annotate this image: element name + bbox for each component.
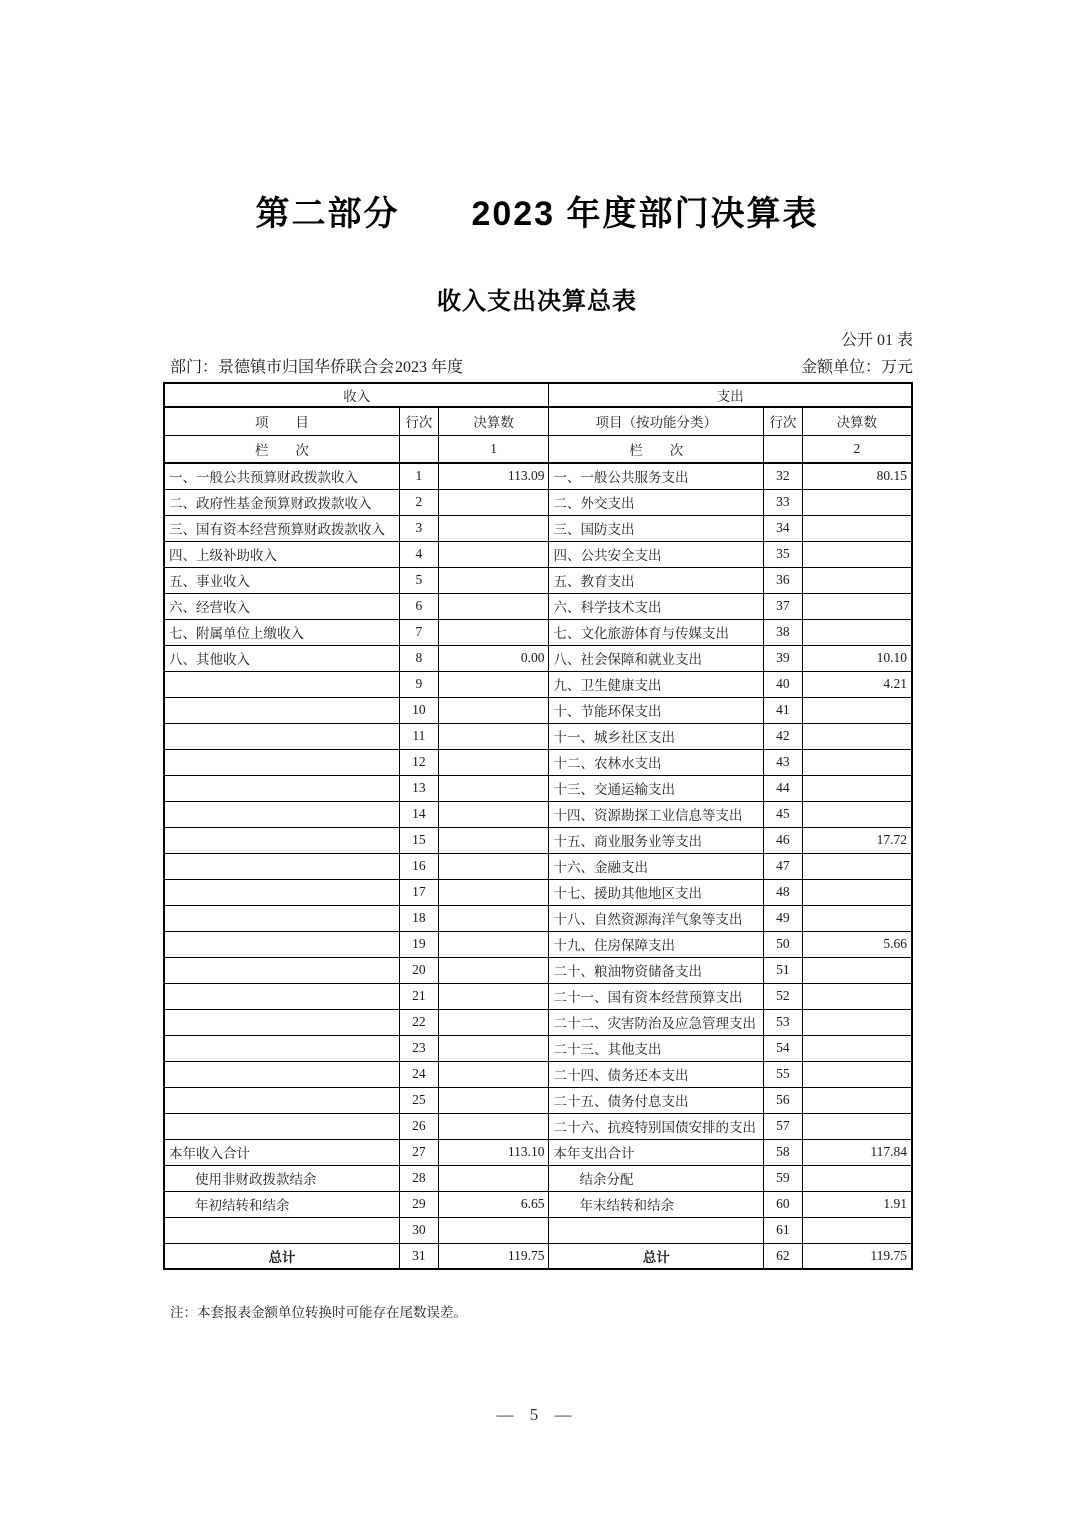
income-amount-cell bbox=[438, 723, 549, 749]
income-amount-cell: 119.75 bbox=[438, 1243, 549, 1269]
expense-section-header: 支出 bbox=[549, 383, 912, 407]
fiscal-year-label: 2023 年度 bbox=[395, 359, 464, 376]
expense-line-number-cell: 34 bbox=[763, 515, 802, 541]
income-item-cell: 一、一般公共预算财政拨款收入 bbox=[164, 463, 399, 489]
expense-line-number-cell: 47 bbox=[763, 853, 802, 879]
expense-line-number-cell: 36 bbox=[763, 567, 802, 593]
income-item-cell bbox=[164, 1061, 399, 1087]
income-item-cell bbox=[164, 1087, 399, 1113]
income-line-number-cell: 21 bbox=[399, 983, 438, 1009]
expense-amount-cell: 10.10 bbox=[802, 645, 912, 671]
expense-amount-cell bbox=[802, 905, 912, 931]
expense-amount-cell bbox=[802, 957, 912, 983]
expense-amount-cell bbox=[802, 541, 912, 567]
income-amount-column-header: 决算数 bbox=[438, 407, 549, 435]
table-row bbox=[164, 879, 912, 905]
expense-line-number-cell: 33 bbox=[763, 489, 802, 515]
expense-line-number-cell: 55 bbox=[763, 1061, 802, 1087]
income-amount-cell bbox=[438, 827, 549, 853]
income-line-number-cell: 28 bbox=[399, 1165, 438, 1191]
table-row bbox=[164, 1217, 912, 1243]
page-title: 第二部分 2023 年度部门决算表 bbox=[255, 195, 819, 233]
public-table-number: 公开 01 表 bbox=[840, 332, 913, 349]
table-row bbox=[164, 619, 912, 645]
expense-amount-cell bbox=[802, 879, 912, 905]
expense-amount-cell bbox=[802, 853, 912, 879]
expense-line-number-cell: 46 bbox=[763, 827, 802, 853]
expense-line-number-cell: 38 bbox=[763, 619, 802, 645]
table-row bbox=[164, 541, 912, 567]
income-item-cell: 三、国有资本经营预算财政拨款收入 bbox=[164, 515, 399, 541]
table-row bbox=[164, 567, 912, 593]
expense-amount-cell: 5.66 bbox=[802, 931, 912, 957]
income-amount-cell bbox=[438, 905, 549, 931]
expense-item-cell: 二十六、抗疫特别国债安排的支出 bbox=[549, 1113, 763, 1139]
income-item-cell: 年初结转和结余 bbox=[164, 1191, 399, 1217]
expense-item-cell: 十五、商业服务业等支出 bbox=[549, 827, 763, 853]
expense-amount-cell: 4.21 bbox=[802, 671, 912, 697]
page-number: — 5 — bbox=[496, 1405, 578, 1424]
expense-item-cell: 十七、援助其他地区支出 bbox=[549, 879, 763, 905]
income-line-number-cell: 26 bbox=[399, 1113, 438, 1139]
income-item-cell bbox=[164, 827, 399, 853]
expense-line-number-cell: 32 bbox=[763, 463, 802, 489]
expense-line-number-cell: 50 bbox=[763, 931, 802, 957]
expense-item-cell: 六、科学技术支出 bbox=[549, 593, 763, 619]
expense-column-index-label: 栏 次 bbox=[549, 435, 763, 463]
amount-unit-label: 金额单位：万元 bbox=[800, 359, 913, 376]
income-item-cell: 使用非财政拨款结余 bbox=[164, 1165, 399, 1191]
table-title: 收入支出决算总表 bbox=[437, 288, 637, 315]
income-item-cell: 七、附属单位上缴收入 bbox=[164, 619, 399, 645]
income-amount-cell bbox=[438, 671, 549, 697]
income-line-number-cell: 9 bbox=[399, 671, 438, 697]
income-amount-cell bbox=[438, 619, 549, 645]
table-row bbox=[164, 1191, 912, 1217]
expense-item-cell: 十四、资源勘探工业信息等支出 bbox=[549, 801, 763, 827]
expense-amount-cell: 1.91 bbox=[802, 1191, 912, 1217]
expense-amount-cell bbox=[802, 801, 912, 827]
income-line-number-cell: 30 bbox=[399, 1217, 438, 1243]
income-item-cell bbox=[164, 775, 399, 801]
income-column-index-number: 1 bbox=[438, 435, 549, 463]
income-amount-cell bbox=[438, 541, 549, 567]
expense-item-cell: 一、一般公共服务支出 bbox=[549, 463, 763, 489]
expense-amount-cell bbox=[802, 619, 912, 645]
expense-line-number-cell: 53 bbox=[763, 1009, 802, 1035]
income-item-cell bbox=[164, 801, 399, 827]
table-meta-row bbox=[163, 354, 913, 376]
table-row bbox=[164, 1087, 912, 1113]
table-row bbox=[164, 905, 912, 931]
income-line-number-cell: 16 bbox=[399, 853, 438, 879]
expense-column-index-number: 2 bbox=[802, 435, 912, 463]
income-item-column-header: 项 目 bbox=[164, 407, 399, 435]
expense-item-cell: 十一、城乡社区支出 bbox=[549, 723, 763, 749]
income-item-cell bbox=[164, 1113, 399, 1139]
income-line-number-cell: 29 bbox=[399, 1191, 438, 1217]
section-header-row bbox=[164, 383, 912, 407]
expense-amount-cell: 117.84 bbox=[802, 1139, 912, 1165]
expense-item-cell bbox=[549, 1217, 763, 1243]
income-item-cell bbox=[164, 1217, 399, 1243]
income-item-cell bbox=[164, 749, 399, 775]
income-item-cell: 二、政府性基金预算财政拨款收入 bbox=[164, 489, 399, 515]
income-line-number-cell: 22 bbox=[399, 1009, 438, 1035]
expense-line-number-cell: 40 bbox=[763, 671, 802, 697]
expense-item-cell: 十八、自然资源海洋气象等支出 bbox=[549, 905, 763, 931]
expense-amount-cell bbox=[802, 1035, 912, 1061]
income-amount-cell: 0.00 bbox=[438, 645, 549, 671]
income-line-number-cell: 12 bbox=[399, 749, 438, 775]
expense-line-number-cell: 62 bbox=[763, 1243, 802, 1269]
expense-item-cell: 二十一、国有资本经营预算支出 bbox=[549, 983, 763, 1009]
expense-line-number-cell: 51 bbox=[763, 957, 802, 983]
income-line-number-cell: 19 bbox=[399, 931, 438, 957]
income-amount-cell bbox=[438, 931, 549, 957]
expense-amount-cell bbox=[802, 1113, 912, 1139]
income-amount-cell bbox=[438, 801, 549, 827]
table-row bbox=[164, 697, 912, 723]
table-row bbox=[164, 463, 912, 489]
expense-item-cell: 十二、农林水支出 bbox=[549, 749, 763, 775]
table-row bbox=[164, 827, 912, 853]
income-line-number-cell: 7 bbox=[399, 619, 438, 645]
income-item-cell bbox=[164, 1035, 399, 1061]
income-amount-cell bbox=[438, 515, 549, 541]
income-line-number-cell: 6 bbox=[399, 593, 438, 619]
table-row bbox=[164, 1139, 912, 1165]
table-body bbox=[164, 463, 912, 1269]
income-amount-cell bbox=[438, 1087, 549, 1113]
income-amount-cell bbox=[438, 775, 549, 801]
footnote: 注：本套报表金额单位转换时可能存在尾数误差。 bbox=[170, 1305, 467, 1320]
income-item-cell bbox=[164, 957, 399, 983]
income-item-cell bbox=[164, 1009, 399, 1035]
income-item-cell bbox=[164, 983, 399, 1009]
income-item-cell bbox=[164, 931, 399, 957]
income-item-cell bbox=[164, 723, 399, 749]
income-amount-cell: 6.65 bbox=[438, 1191, 549, 1217]
expense-amount-cell bbox=[802, 515, 912, 541]
expense-amount-cell: 119.75 bbox=[802, 1243, 912, 1269]
income-line-number-cell: 18 bbox=[399, 905, 438, 931]
income-amount-cell bbox=[438, 489, 549, 515]
expense-amount-cell bbox=[802, 1061, 912, 1087]
expense-amount-cell bbox=[802, 749, 912, 775]
income-expense-summary-table bbox=[163, 382, 913, 1270]
income-amount-cell bbox=[438, 1009, 549, 1035]
table-row bbox=[164, 957, 912, 983]
income-item-cell: 本年收入合计 bbox=[164, 1139, 399, 1165]
income-line-number-cell: 17 bbox=[399, 879, 438, 905]
income-item-cell: 四、上级补助收入 bbox=[164, 541, 399, 567]
expense-amount-cell bbox=[802, 593, 912, 619]
income-item-cell: 总计 bbox=[164, 1243, 399, 1269]
expense-item-cell: 十九、住房保障支出 bbox=[549, 931, 763, 957]
income-item-cell bbox=[164, 697, 399, 723]
expense-item-cell: 年末结转和结余 bbox=[549, 1191, 763, 1217]
income-line-number-cell: 2 bbox=[399, 489, 438, 515]
income-item-cell: 八、其他收入 bbox=[164, 645, 399, 671]
income-amount-cell bbox=[438, 1035, 549, 1061]
table-row bbox=[164, 1009, 912, 1035]
table-row bbox=[164, 515, 912, 541]
income-amount-cell bbox=[438, 1061, 549, 1087]
column-header-row bbox=[164, 407, 912, 435]
expense-line-number-cell: 61 bbox=[763, 1217, 802, 1243]
income-amount-cell bbox=[438, 983, 549, 1009]
expense-line-number-cell: 41 bbox=[763, 697, 802, 723]
expense-amount-cell bbox=[802, 567, 912, 593]
income-section-header: 收入 bbox=[164, 383, 549, 407]
table-row bbox=[164, 775, 912, 801]
income-line-number-cell: 11 bbox=[399, 723, 438, 749]
income-line-number-cell: 27 bbox=[399, 1139, 438, 1165]
table-row bbox=[164, 749, 912, 775]
expense-item-cell: 五、教育支出 bbox=[549, 567, 763, 593]
expense-item-cell: 结余分配 bbox=[549, 1165, 763, 1191]
expense-item-cell: 十三、交通运输支出 bbox=[549, 775, 763, 801]
expense-line-number-cell: 54 bbox=[763, 1035, 802, 1061]
expense-line-number-cell: 60 bbox=[763, 1191, 802, 1217]
income-line-number-cell: 5 bbox=[399, 567, 438, 593]
income-item-cell: 六、经营收入 bbox=[164, 593, 399, 619]
expense-line-number-cell: 59 bbox=[763, 1165, 802, 1191]
income-amount-cell bbox=[438, 1217, 549, 1243]
expense-line-number-cell: 48 bbox=[763, 879, 802, 905]
income-amount-cell bbox=[438, 1113, 549, 1139]
expense-amount-cell bbox=[802, 983, 912, 1009]
table-row bbox=[164, 853, 912, 879]
income-line-number-cell: 4 bbox=[399, 541, 438, 567]
expense-item-cell: 八、社会保障和就业支出 bbox=[549, 645, 763, 671]
income-line-number-cell: 14 bbox=[399, 801, 438, 827]
table-row bbox=[164, 1243, 912, 1269]
income-item-cell bbox=[164, 879, 399, 905]
table-row bbox=[164, 489, 912, 515]
expense-amount-column-header: 决算数 bbox=[802, 407, 912, 435]
expense-item-cell: 二十四、债务还本支出 bbox=[549, 1061, 763, 1087]
expense-item-cell: 四、公共安全支出 bbox=[549, 541, 763, 567]
expense-item-column-header: 项目（按功能分类） bbox=[549, 407, 763, 435]
expense-amount-cell: 17.72 bbox=[802, 827, 912, 853]
income-line-number-cell: 13 bbox=[399, 775, 438, 801]
expense-line-number-cell: 57 bbox=[763, 1113, 802, 1139]
expense-amount-cell bbox=[802, 1087, 912, 1113]
expense-line-number-cell: 44 bbox=[763, 775, 802, 801]
income-amount-cell bbox=[438, 567, 549, 593]
income-line-number-cell: 8 bbox=[399, 645, 438, 671]
expense-item-cell: 九、卫生健康支出 bbox=[549, 671, 763, 697]
income-item-cell bbox=[164, 853, 399, 879]
expense-item-cell: 二十、粮油物资储备支出 bbox=[549, 957, 763, 983]
table-row bbox=[164, 593, 912, 619]
expense-item-cell: 二十三、其他支出 bbox=[549, 1035, 763, 1061]
income-line-number-cell: 15 bbox=[399, 827, 438, 853]
income-amount-cell: 113.09 bbox=[438, 463, 549, 489]
table-row bbox=[164, 983, 912, 1009]
expense-line-number-cell: 35 bbox=[763, 541, 802, 567]
expense-item-cell: 十、节能环保支出 bbox=[549, 697, 763, 723]
income-amount-cell: 113.10 bbox=[438, 1139, 549, 1165]
income-line-number-cell: 20 bbox=[399, 957, 438, 983]
income-line-index-cell bbox=[399, 435, 438, 463]
expense-line-number-cell: 39 bbox=[763, 645, 802, 671]
table-row bbox=[164, 801, 912, 827]
income-line-number-cell: 10 bbox=[399, 697, 438, 723]
expense-item-cell: 总计 bbox=[549, 1243, 763, 1269]
income-column-index-label: 栏 次 bbox=[164, 435, 399, 463]
expense-amount-cell bbox=[802, 1165, 912, 1191]
expense-line-number-cell: 58 bbox=[763, 1139, 802, 1165]
table-row bbox=[164, 1113, 912, 1139]
expense-amount-cell bbox=[802, 1009, 912, 1035]
income-amount-cell bbox=[438, 957, 549, 983]
income-amount-cell bbox=[438, 749, 549, 775]
expense-item-cell: 二十二、灾害防治及应急管理支出 bbox=[549, 1009, 763, 1035]
expense-item-cell: 二十五、债务付息支出 bbox=[549, 1087, 763, 1113]
income-item-cell bbox=[164, 671, 399, 697]
expense-amount-cell bbox=[802, 697, 912, 723]
income-line-number-cell: 31 bbox=[399, 1243, 438, 1269]
department-label: 部门：景德镇市归国华侨联合会 bbox=[170, 359, 395, 376]
expense-line-number-cell: 45 bbox=[763, 801, 802, 827]
income-item-cell bbox=[164, 905, 399, 931]
expense-line-number-cell: 37 bbox=[763, 593, 802, 619]
column-index-row bbox=[164, 435, 912, 463]
income-amount-cell bbox=[438, 593, 549, 619]
expense-line-number-cell: 49 bbox=[763, 905, 802, 931]
expense-amount-cell: 80.15 bbox=[802, 463, 912, 489]
expense-amount-cell bbox=[802, 775, 912, 801]
table-row bbox=[164, 1035, 912, 1061]
table-row bbox=[164, 931, 912, 957]
table-row bbox=[164, 671, 912, 697]
income-line-number-cell: 25 bbox=[399, 1087, 438, 1113]
table-row bbox=[164, 723, 912, 749]
expense-line-index-cell bbox=[763, 435, 802, 463]
expense-line-number-cell: 43 bbox=[763, 749, 802, 775]
expense-amount-cell bbox=[802, 723, 912, 749]
expense-line-column-header: 行次 bbox=[763, 407, 802, 435]
income-line-number-cell: 23 bbox=[399, 1035, 438, 1061]
income-line-number-cell: 24 bbox=[399, 1061, 438, 1087]
expense-amount-cell bbox=[802, 1217, 912, 1243]
expense-item-cell: 本年支出合计 bbox=[549, 1139, 763, 1165]
income-item-cell: 五、事业收入 bbox=[164, 567, 399, 593]
expense-line-number-cell: 52 bbox=[763, 983, 802, 1009]
expense-line-number-cell: 42 bbox=[763, 723, 802, 749]
table-row bbox=[164, 1165, 912, 1191]
expense-line-number-cell: 56 bbox=[763, 1087, 802, 1113]
income-amount-cell bbox=[438, 697, 549, 723]
expense-item-cell: 二、外交支出 bbox=[549, 489, 763, 515]
expense-amount-cell bbox=[802, 489, 912, 515]
income-amount-cell bbox=[438, 879, 549, 905]
expense-item-cell: 三、国防支出 bbox=[549, 515, 763, 541]
expense-item-cell: 十六、金融支出 bbox=[549, 853, 763, 879]
table-row bbox=[164, 1061, 912, 1087]
expense-item-cell: 七、文化旅游体育与传媒支出 bbox=[549, 619, 763, 645]
table-row bbox=[164, 645, 912, 671]
income-line-number-cell: 1 bbox=[399, 463, 438, 489]
income-line-column-header: 行次 bbox=[399, 407, 438, 435]
income-amount-cell bbox=[438, 853, 549, 879]
income-amount-cell bbox=[438, 1165, 549, 1191]
income-line-number-cell: 3 bbox=[399, 515, 438, 541]
